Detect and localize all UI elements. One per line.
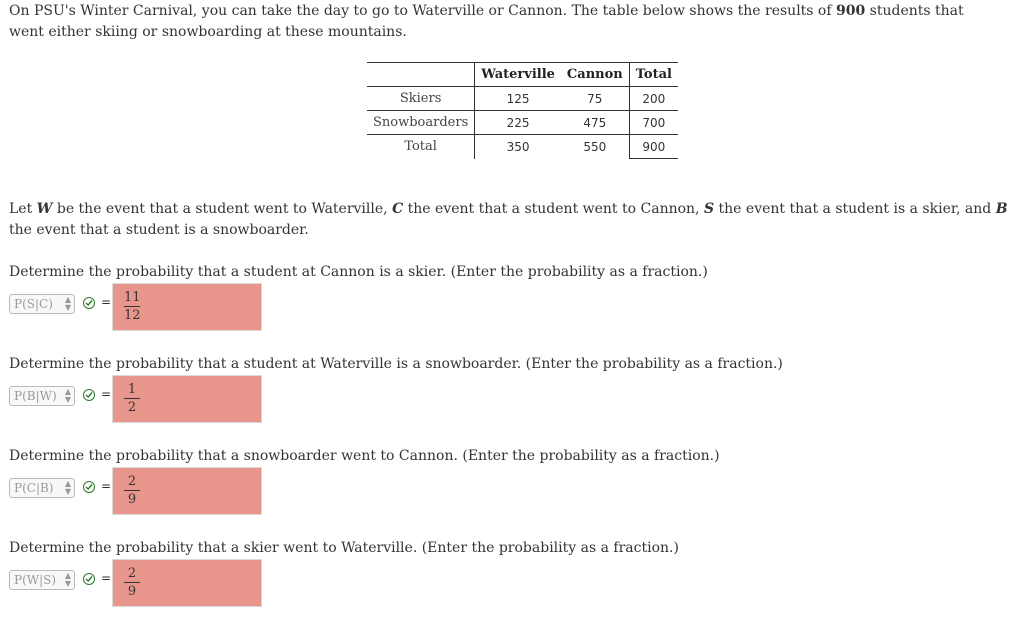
check-circle-icon xyxy=(83,573,95,585)
check-circle-icon xyxy=(83,389,95,401)
table-row xyxy=(367,135,678,159)
var-w: W xyxy=(36,201,53,217)
row-label-skiers: Skiers xyxy=(367,87,475,111)
select-value: P(B|W) xyxy=(14,389,57,403)
answer-row-3 xyxy=(9,467,269,515)
denominator: 2 xyxy=(127,400,137,415)
numerator: 2 xyxy=(127,566,137,581)
equals-sign: = xyxy=(101,295,112,309)
equals-sign: = xyxy=(101,479,112,493)
row-label-total: Total xyxy=(367,135,475,159)
fraction-bar xyxy=(124,582,140,583)
numerator: 2 xyxy=(127,474,137,489)
spinner-arrows-icon: ▲ ▼ xyxy=(64,295,71,312)
numerator: 1 xyxy=(127,382,137,397)
event-definitions xyxy=(9,199,1009,241)
cell: 75 xyxy=(561,87,629,111)
fraction xyxy=(124,382,140,415)
probability-select[interactable] xyxy=(9,478,75,498)
fraction-answer-input[interactable] xyxy=(112,559,262,607)
cell: 350 xyxy=(506,139,530,154)
table-row xyxy=(367,87,678,111)
fraction-bar xyxy=(124,398,140,399)
answer-row-4 xyxy=(9,559,269,607)
spinner-arrows-icon: ▲ ▼ xyxy=(64,387,71,404)
fraction xyxy=(124,290,140,323)
check-circle-icon xyxy=(83,481,95,493)
select-value: P(S|C) xyxy=(14,297,53,311)
cell: 475 xyxy=(561,111,629,135)
denominator: 9 xyxy=(127,584,137,599)
cell: 550 xyxy=(561,135,629,159)
def-text: the event that a student is a snowboarder. xyxy=(9,222,309,238)
fraction xyxy=(124,474,140,507)
cell: 125 xyxy=(506,91,530,106)
probability-select[interactable] xyxy=(9,570,75,590)
var-b: B xyxy=(995,201,1008,217)
fraction-answer-input[interactable] xyxy=(112,375,262,423)
table-row xyxy=(367,111,678,135)
def-text: the event that a student is a skier, and xyxy=(714,201,996,217)
select-value: P(W|S) xyxy=(14,573,57,587)
denominator: 12 xyxy=(124,308,141,323)
fraction-bar xyxy=(124,306,140,307)
cell: 225 xyxy=(506,115,530,130)
intro-text-end: students that went either skiing or snowboarding at these mountains. xyxy=(9,3,964,40)
question-2-prompt: Determine the probability that a student at Waterville is a snowboarder. (Enter the probability as a fraction.) xyxy=(9,356,783,372)
cell: 900 xyxy=(629,135,678,159)
denominator: 9 xyxy=(127,492,137,507)
def-text: the event that a student went to Cannon, xyxy=(403,201,704,217)
equals-sign: = xyxy=(101,387,112,401)
probability-select[interactable] xyxy=(9,294,75,314)
problem-intro xyxy=(9,1,999,43)
fraction-answer-input[interactable] xyxy=(112,467,262,515)
answer-row-1 xyxy=(9,283,269,331)
check-circle-icon xyxy=(83,297,95,309)
def-text: Let xyxy=(9,201,37,217)
answer-row-2 xyxy=(9,375,269,423)
var-s: S xyxy=(703,201,715,217)
header-cannon: Cannon xyxy=(561,63,629,87)
question-3-prompt: Determine the probability that a snowboarder went to Cannon. (Enter the probability as a fraction.) xyxy=(9,448,720,464)
intro-text: On PSU's Winter Carnival, you can take the day to go to Waterville or Cannon. The table below shows the results of xyxy=(9,3,836,19)
question-1-prompt: Determine the probability that a student at Cannon is a skier. (Enter the probability as a fraction.) xyxy=(9,264,708,280)
fraction xyxy=(124,566,140,599)
header-total: Total xyxy=(629,63,678,87)
header-waterville: Waterville xyxy=(475,63,561,87)
def-text: be the event that a student went to Waterville, xyxy=(52,201,393,217)
probability-select[interactable] xyxy=(9,386,75,406)
table-corner xyxy=(367,63,475,87)
spinner-arrows-icon: ▲ ▼ xyxy=(64,571,71,588)
var-c: C xyxy=(392,201,404,217)
cell: 700 xyxy=(642,115,666,130)
spinner-arrows-icon: ▲ ▼ xyxy=(64,479,71,496)
question-4-prompt: Determine the probability that a skier went to Waterville. (Enter the probability as a fraction.) xyxy=(9,540,679,556)
cell: 200 xyxy=(642,91,666,106)
fraction-answer-input[interactable] xyxy=(112,283,262,331)
student-count: 900 xyxy=(836,3,866,19)
results-table xyxy=(367,62,678,159)
numerator: 11 xyxy=(124,290,141,305)
row-label-snowboarders: Snowboarders xyxy=(367,111,475,135)
select-value: P(C|B) xyxy=(14,481,54,495)
fraction-bar xyxy=(124,490,140,491)
equals-sign: = xyxy=(101,571,112,585)
